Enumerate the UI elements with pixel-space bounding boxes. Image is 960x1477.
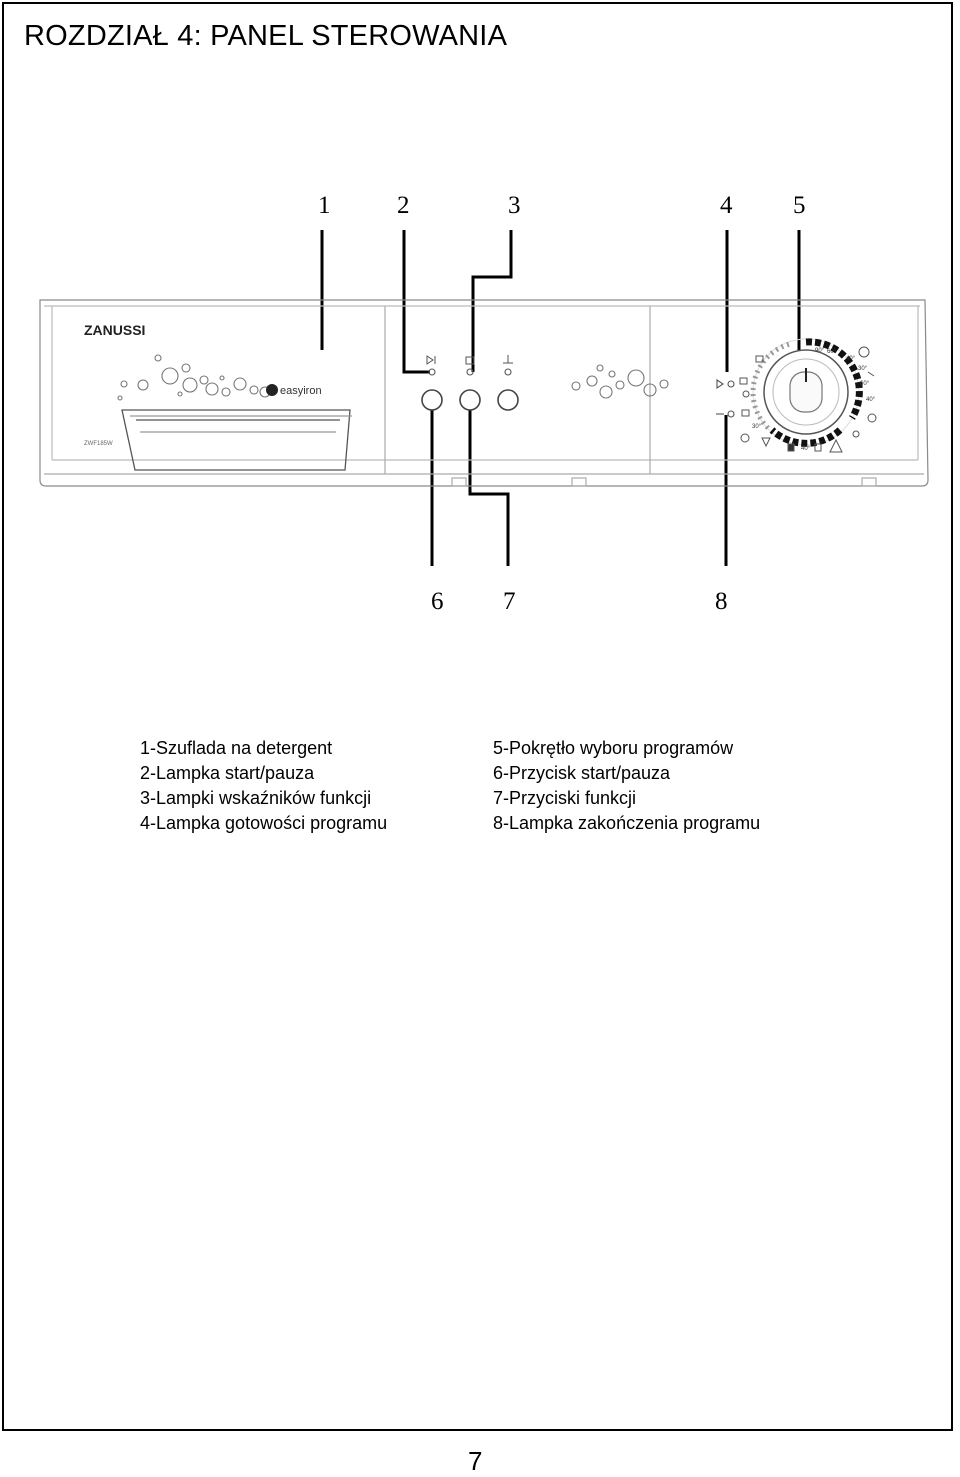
chapter-title: ROZDZIAŁ 4: PANEL STEROWANIA bbox=[24, 20, 508, 52]
easyiron-icon bbox=[266, 384, 278, 396]
svg-text:40°: 40° bbox=[866, 397, 876, 403]
legend-item-6: 6-Przycisk start/pauza bbox=[493, 763, 671, 783]
legend-item-8: 8-Lampka zakończenia programu bbox=[493, 813, 761, 833]
legend-left-column bbox=[140, 736, 387, 836]
svg-text:40°: 40° bbox=[801, 446, 811, 452]
brand-logo: ZANUSSI bbox=[84, 322, 146, 338]
callout-4: 4 bbox=[720, 192, 733, 219]
svg-text:60°: 60° bbox=[860, 381, 870, 387]
program-dial bbox=[753, 339, 859, 445]
legend-item-3: 3-Lampki wskaźników funkcji bbox=[140, 788, 372, 808]
callout-1: 1 bbox=[318, 192, 331, 219]
control-panel-diagram bbox=[0, 180, 960, 630]
legend-item-7: 7-Przyciski funkcji bbox=[493, 788, 637, 808]
function-buttons bbox=[422, 390, 518, 410]
callout-5: 5 bbox=[793, 192, 806, 219]
svg-text:40°: 40° bbox=[846, 356, 856, 362]
page-number: 7 bbox=[468, 1446, 483, 1476]
callout-8: 8 bbox=[715, 588, 728, 615]
legend-item-1: 1-Szuflada na detergent bbox=[140, 738, 333, 758]
legend-item-4: 4-Lampka gotowości programu bbox=[140, 813, 388, 833]
decorative-bubbles-left bbox=[118, 355, 270, 400]
legend-item-2: 2-Lampka start/pauza bbox=[140, 763, 315, 783]
legend-item-5: 5-Pokrętło wyboru programów bbox=[493, 738, 734, 758]
callout-3: 3 bbox=[508, 192, 521, 219]
svg-text:90°: 90° bbox=[815, 348, 825, 354]
legend-right-column bbox=[493, 736, 760, 836]
callout-6: 6 bbox=[431, 588, 444, 615]
easyiron-logo: easyiron bbox=[280, 385, 322, 397]
svg-text:30°: 30° bbox=[752, 424, 762, 430]
lamp-symbols bbox=[427, 355, 513, 364]
function-lamps bbox=[429, 369, 511, 375]
callout-2: 2 bbox=[397, 192, 410, 219]
callout-7: 7 bbox=[503, 588, 516, 615]
status-lamps bbox=[716, 380, 734, 417]
svg-text:30°: 30° bbox=[858, 366, 868, 372]
model-label: ZWF185W bbox=[84, 441, 113, 447]
decorative-bubbles-right bbox=[572, 365, 668, 398]
svg-text:60°: 60° bbox=[827, 349, 837, 355]
detergent-drawer bbox=[122, 410, 352, 470]
